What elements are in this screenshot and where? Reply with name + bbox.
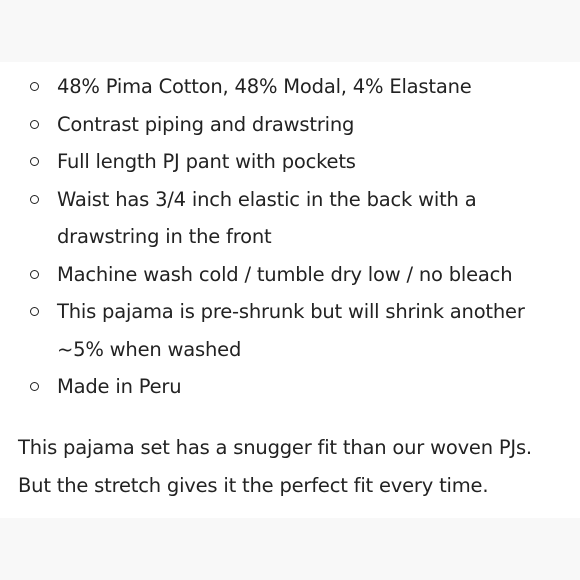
fit-description (18, 429, 573, 504)
circle-bullet-icon (30, 120, 39, 129)
circle-bullet-icon (30, 270, 39, 279)
feature-text: Waist has 3/4 inch elastic in the back with a drawstring in the front (57, 187, 477, 248)
circle-bullet-icon (30, 307, 39, 316)
fit-description-line-1: This pajama set has a snugger fit than our woven PJs. (18, 436, 532, 459)
feature-item (30, 256, 570, 294)
feature-text: This pajama is pre-shrunk but will shrink another ~5% when washed (57, 300, 525, 361)
feature-text: Full length PJ pant with pockets (57, 150, 356, 173)
feature-text: Made in Peru (57, 375, 182, 398)
top-margin (0, 0, 580, 62)
circle-bullet-icon (30, 82, 39, 91)
feature-item (30, 143, 570, 181)
product-details-panel (0, 62, 580, 518)
bottom-margin (0, 518, 580, 580)
fit-description-line-2: But the stretch gives it the perfect fit every time. (18, 473, 489, 497)
feature-text: 48% Pima Cotton, 48% Modal, 4% Elastane (57, 75, 472, 98)
feature-item (30, 181, 570, 256)
feature-list (30, 68, 570, 406)
feature-item (30, 368, 570, 406)
feature-item (30, 106, 570, 144)
circle-bullet-icon (30, 157, 39, 166)
feature-item (30, 293, 570, 368)
circle-bullet-icon (30, 195, 39, 204)
feature-item (30, 68, 570, 106)
feature-text: Contrast piping and drawstring (57, 112, 355, 136)
circle-bullet-icon (30, 382, 39, 391)
feature-text: Machine wash cold / tumble dry low / no bleach (57, 262, 513, 286)
